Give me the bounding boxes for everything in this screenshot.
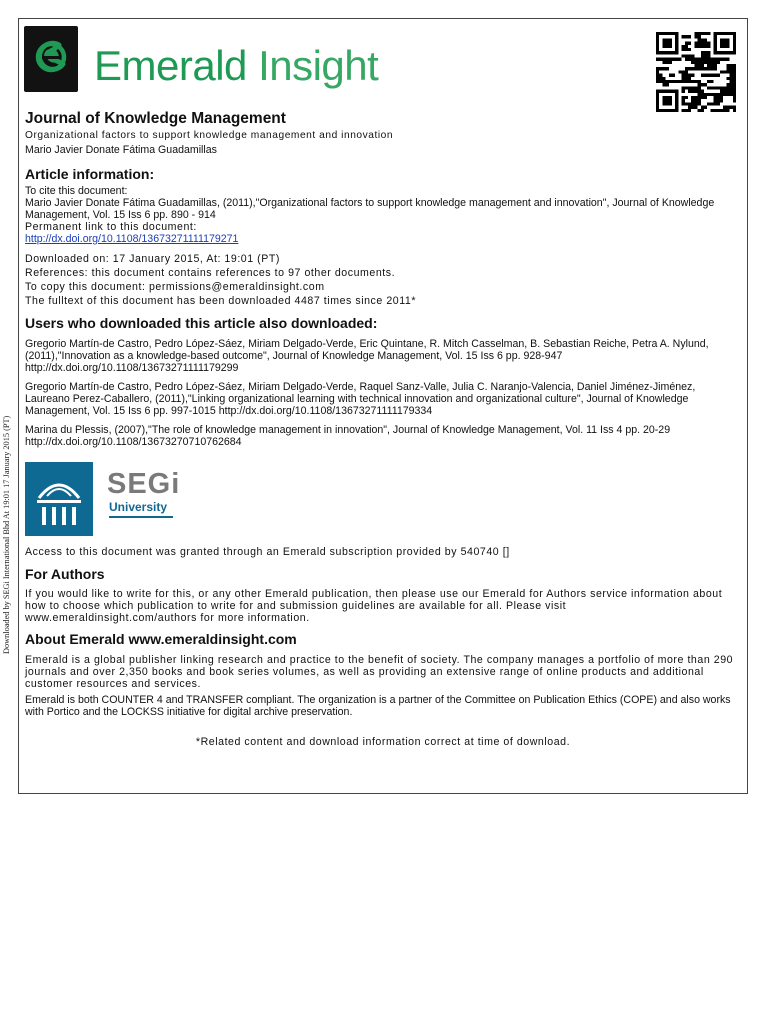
related-item: Gregorio Martín-de Castro, Pedro López-Sáez, Miriam Delgado-Verde, Raquel Sanz-Valle, Julia C. Naranjo-Valencia, Daniel Jiménez-Jiménez, Laureano Perez-Caballero, (2011),"Linking organizational learning with technical innovation and organizational culture", Journal of Knowledge Management, Vol. 15 Iss 6 pp. 997-1015 http://dx.doi.org/10.1108/13673271111179334 xyxy=(25,381,696,417)
about-heading: About Emerald www.emeraldinsight.com xyxy=(25,631,297,647)
copy-info: To copy this document: permissions@emeraldinsight.com xyxy=(25,281,325,293)
for-authors-heading: For Authors xyxy=(25,566,105,582)
cite-label: To cite this document: xyxy=(25,185,128,197)
brand-emerald: Emerald xyxy=(94,42,247,89)
emerald-logo-icon xyxy=(24,26,78,92)
fulltext-count: The fulltext of this document has been downloaded 4487 times since 2011* xyxy=(25,295,416,307)
access-note: Access to this document was granted through an Emerald subscription provided by 540740 [] xyxy=(25,546,510,558)
qr-code-icon xyxy=(656,32,736,112)
article-authors: Mario Javier Donate Fátima Guadamillas xyxy=(25,144,217,156)
download-watermark xyxy=(0,364,14,654)
download-watermark-text: Downloaded by SEGi International Bhd At 19:01 17 January 2015 (PT) xyxy=(2,415,11,654)
segi-emblem-icon xyxy=(25,462,93,536)
for-authors-body: If you would like to write for this, or any other Emerald publication, then please use our Emerald for Authors service information about how to choose which publication to write for and submission guidelines are available for all. Please visit www.emeraldinsight.com/authors for more information. xyxy=(25,588,723,624)
footnote: *Related content and download information correct at time of download. xyxy=(195,736,571,748)
brand-insight: Insight xyxy=(258,42,379,89)
permanent-link[interactable]: http://dx.doi.org/10.1108/13673271111179271 xyxy=(25,233,239,245)
header xyxy=(24,26,740,110)
related-item: Marina du Plessis, (2007),"The role of knowledge management in innovation", Journal of Knowledge Management, Vol. 11 Iss 4 pp. 20-29 http://dx.doi.org/10.1108/13673270710762684 xyxy=(25,424,671,448)
article-title: Organizational factors to support knowledge management and innovation xyxy=(25,130,394,141)
about-para-2: Emerald is both COUNTER 4 and TRANSFER compliant. The organization is a partner of the Committee on Publication Ethics (COPE) and also works with Portico and the LOCKSS initiative for digital archive preservation. xyxy=(25,694,731,718)
cover-content xyxy=(25,110,741,748)
about-para-1: Emerald is a global publisher linking research and practice to the benefit of society. The company manages a portfolio of more than 290 journals and over 2,350 books and book series volumes, as well as providing an extensive range of online products and additional customer resources and services. xyxy=(25,654,734,690)
also-downloaded-heading: Users who downloaded this article also downloaded: xyxy=(25,315,378,331)
segi-logo xyxy=(25,462,741,536)
brand-wordmark xyxy=(94,42,378,90)
article-info-heading: Article information: xyxy=(25,166,155,182)
downloaded-on: Downloaded on: 17 January 2015, At: 19:01 (PT) xyxy=(25,253,280,265)
segi-name: SEGi xyxy=(107,468,181,500)
references-count: References: this document contains references to 97 other documents. xyxy=(25,267,396,279)
segi-underline xyxy=(109,516,173,518)
journal-title: Journal of Knowledge Management xyxy=(25,110,286,127)
segi-subtitle: University xyxy=(109,500,168,514)
citation: Mario Javier Donate Fátima Guadamillas, (2011),"Organizational factors to support knowledge management and innovation", Journal of Knowledge Management, Vol. 15 Iss 6 pp. 890 - 914 xyxy=(25,197,715,221)
permanent-link-label: Permanent link to this document: xyxy=(25,221,197,233)
related-item: Gregorio Martín-de Castro, Pedro López-Sáez, Miriam Delgado-Verde, Eric Quintane, R. Mitch Casselman, B. Sebastian Reiche, Petra A. Nylund, (2011),"Innovation as a knowledge-based outcome", Journal of Knowledge Management, Vol. 15 Iss 6 pp. 928-947 http://dx.doi.org/10.1108/13673271111179299 xyxy=(25,338,709,374)
